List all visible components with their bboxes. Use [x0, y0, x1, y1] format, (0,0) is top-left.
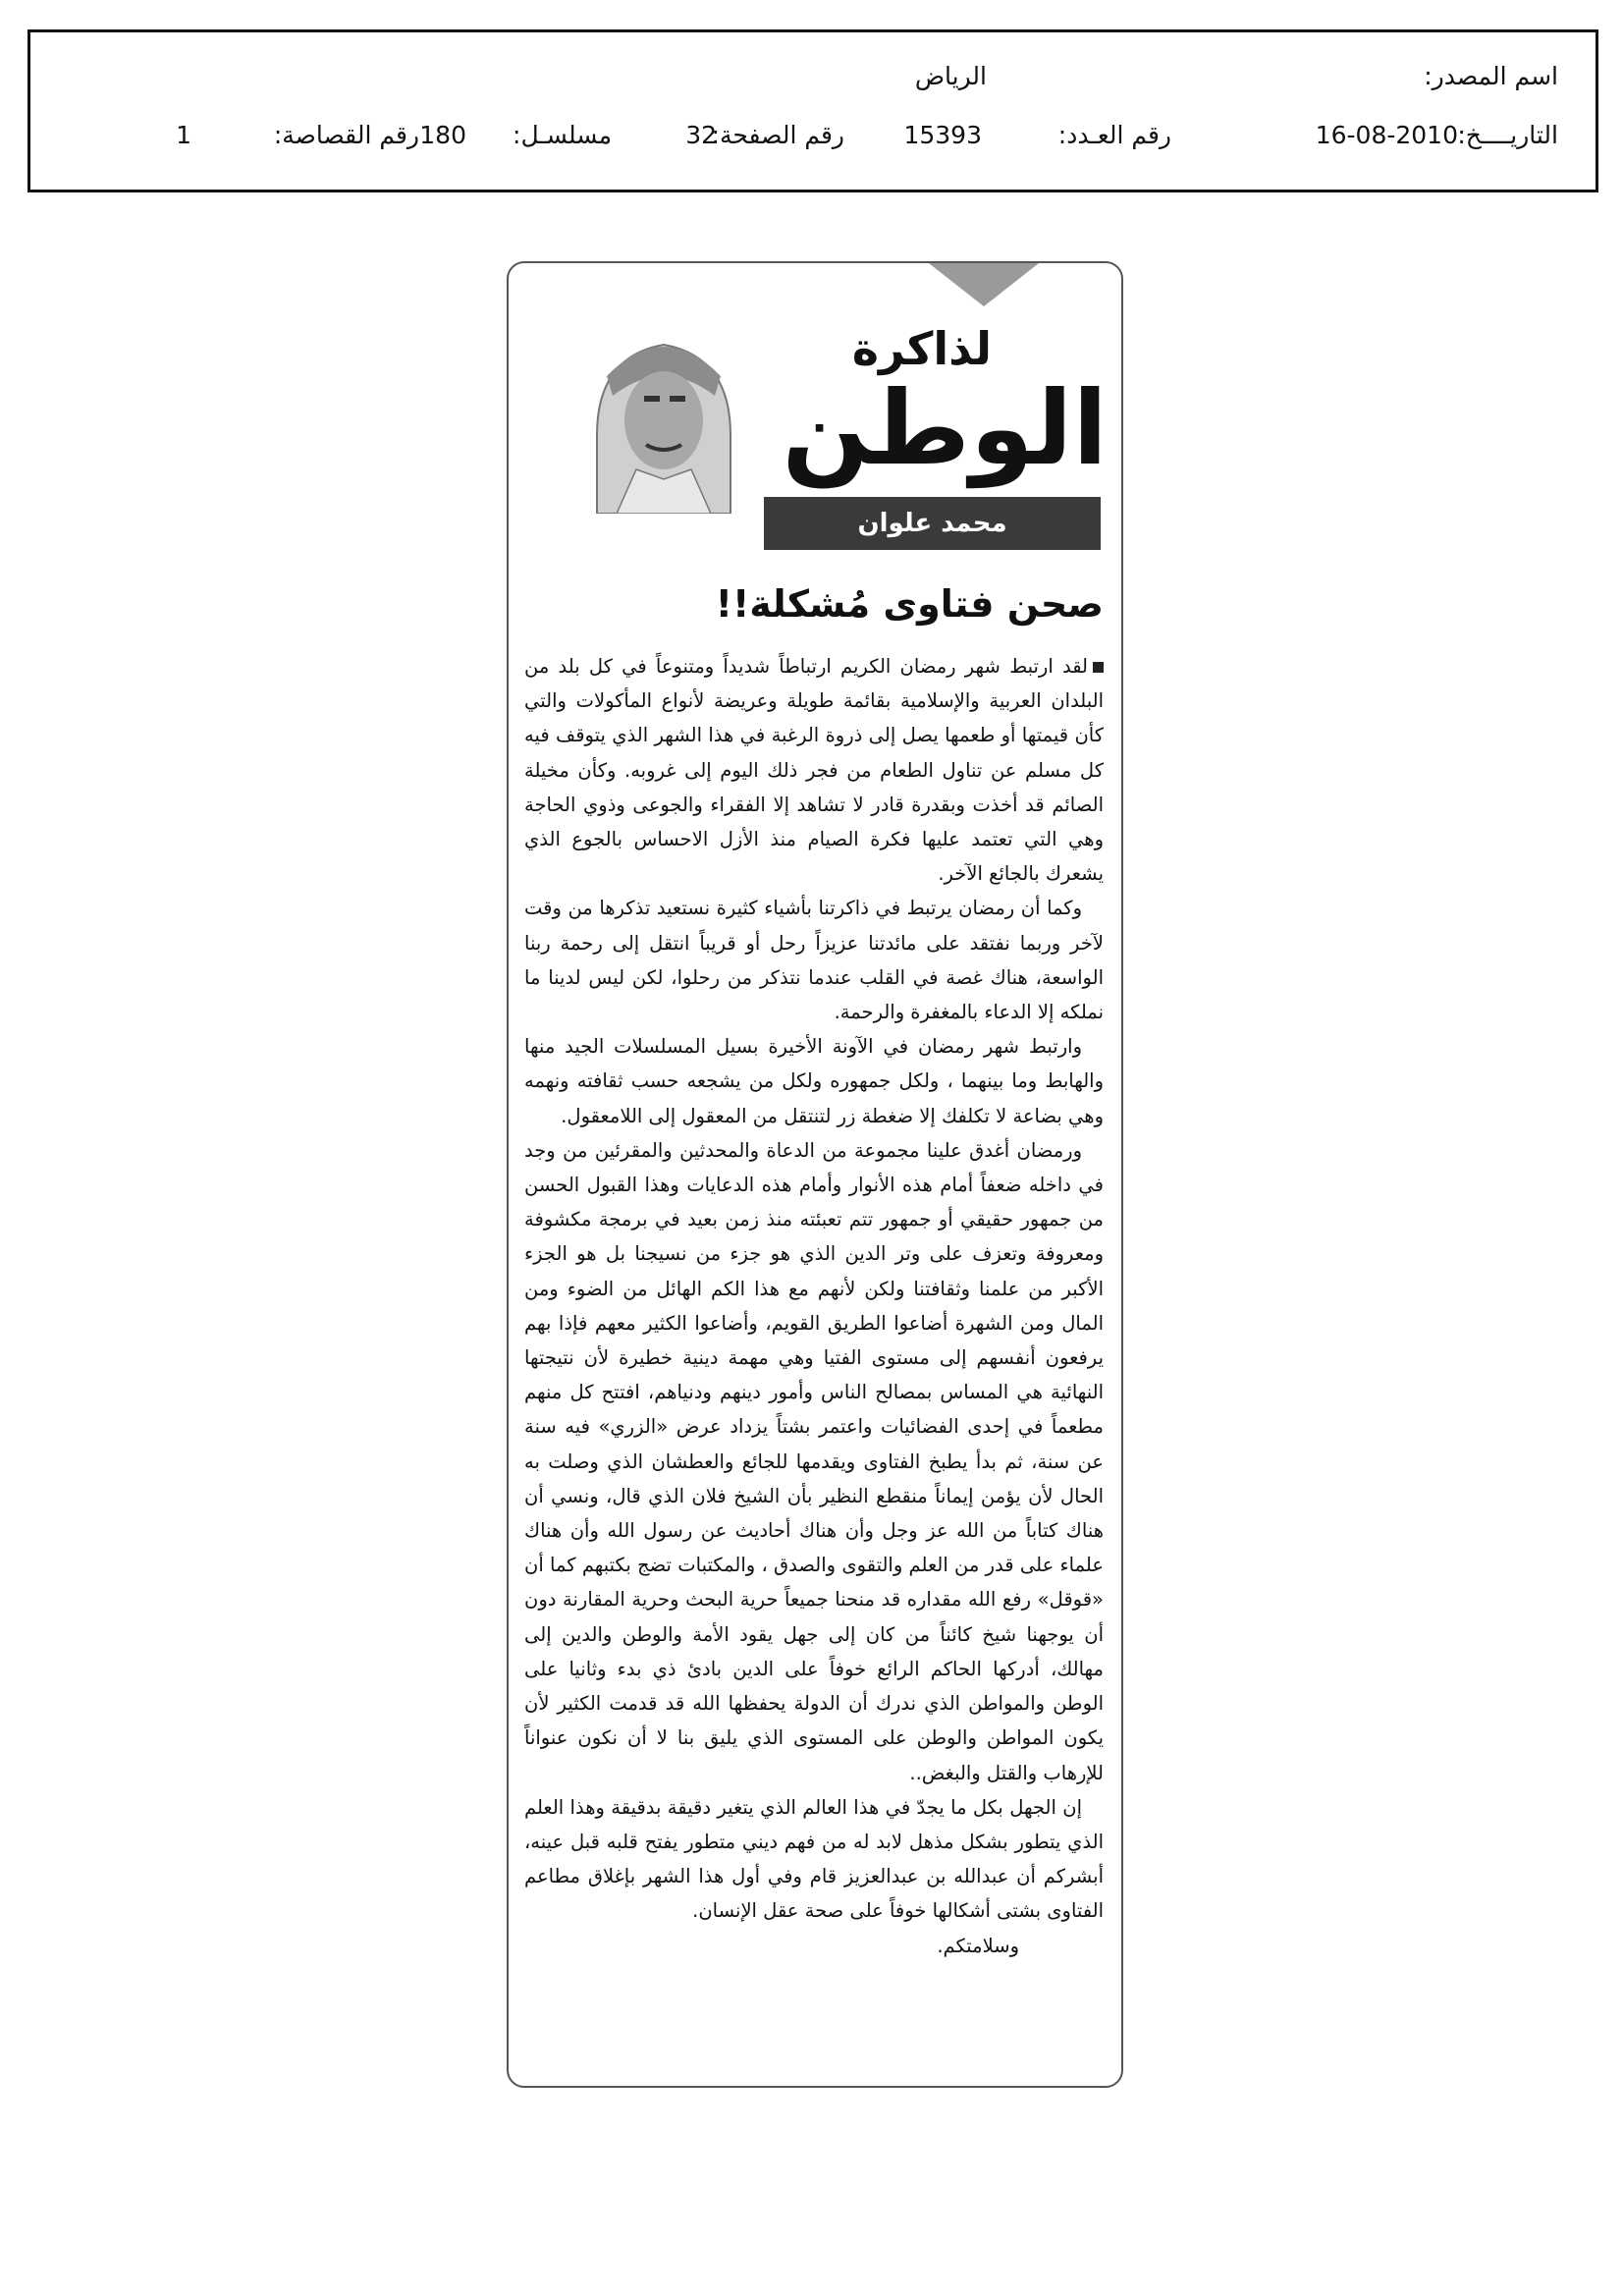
issue-label: رقم العـدد:	[1057, 121, 1171, 149]
date-value: 16-08-2010	[1315, 121, 1458, 149]
date-label: التاريــــخ:	[1457, 121, 1558, 149]
page-label: رقم الصفحة:	[711, 121, 844, 149]
source-label: اسم المصدر:	[1424, 62, 1558, 90]
paragraph: وكما أن رمضان يرتبط في ذاكرتنا بأشياء كثيرة نستعيد تذكرها من وقت لآخر وربما نفتقد على مائدتنا عزيزاً رحل أو قريباً انتقل إلى رحمة ربنا الواسعة، هناك غصة في القلب عندما نتذكر من رحلوا، لكن ليس لدينا ما نملكه إلا الدعاء بالمغفرة والرحمة.	[524, 897, 1104, 1024]
author-byline: محمد علوان	[764, 497, 1101, 550]
article-clipping	[507, 261, 1123, 2088]
page-value: 32	[685, 121, 717, 149]
column-title-main: الوطن	[782, 368, 1108, 488]
clip-number-value: 1	[176, 121, 191, 149]
source-value: الرياض	[914, 62, 987, 90]
issue-value: 15393	[903, 121, 982, 149]
author-photo	[577, 317, 749, 514]
paragraph: لقد ارتبط شهر رمضان الكريم ارتباطاً شديداً ومتنوعاً في كل بلد من البلدان العربية والإسلامية بقائمة طويلة وعريضة لأنواع المأكولات والتي كأن قيمتها أو طعمها يصل إلى ذروة الرغبة في هذا الشهر الذي يتوقف فيه كل مسلم عن تناول الطعام من فجر ذلك اليوم إلى غروبه. وكأن مخيلة الصائم قد أخذت وبقدرة قادر لا تشاهد إلا الفقراء والجوعى وذوي الحاجة وهي التي تعتمد عليها فكرة الصيام منذ الأزل الاحساس بالجوع الذي يشعرك بالجائع الآخر.	[524, 655, 1104, 886]
paragraph: إن الجهل بكل ما يجدّ في هذا العالم الذي يتغير دقيقة بدقيقة وهذا العلم الذي يتطور بشكل مذهل لابد له من فهم ديني متطور يفتح قلبه قبل عينه، أبشركم أن عبدالله بن عبدالعزيز قام وفي أول هذا الشهر بإغلاق مطاعم الفتاوى بشتى أشكالها خوفاً على صحة عقل الإنسان.	[524, 1795, 1104, 1923]
clip-number-label: رقم القصاصة:	[273, 121, 419, 149]
article-body	[524, 649, 1104, 1963]
column-title-top: لذاكرة	[851, 322, 992, 375]
corner-notch	[929, 263, 1039, 306]
bullet-square-icon	[1093, 662, 1104, 673]
article-headline: صحن فتاوى مُشكلة!!	[715, 582, 1104, 626]
paragraph: وارتبط شهر رمضان في الآونة الأخيرة بسيل المسلسلات الجيد منها والهابط وما بينهما ، ولكل جمهوره ولكل من يشجعه حسب ثقافته ونهمه وهي بضاعة لا تكلفك إلا ضغطة زر لتنتقل من المعقول إلى اللامعقول.	[524, 1035, 1104, 1127]
serial-label: مسلسـل:	[513, 121, 612, 149]
signoff: وسلامتكم.	[937, 1934, 1019, 1957]
paragraph: ورمضان أغدق علينا مجموعة من الدعاة والمحدثين والمقرئين من وجد في داخله ضعفاً أمام هذه الأنوار وأمام هذه الدعايات وهذا القبول الحسن من جمهور حقيقي أو جمهور تتم تعبئته منذ زمن بعيد في برمجة مكشوفة ومعروفة وتعزف على وتر الدين الذي هو جزء من نسيجنا بل هو الجزء الأكبر من علمنا وثقافتنا ولكن لأنهم مع هذا الكم الهائل من الضوء ومن المال ومن الشهرة أضاعوا الطريق القويم، وأضاعوا الكثير معهم فإذا بهم يرفعون أنفسهم إلى مستوى الفتيا وهي مهمة دينية خطيرة لأن نتيجتها النهائية هي المساس بمصالح الناس وأمور دينهم ودنياهم، افتتح كل منهم مطعماً في إحدى الفضائيات واعتمر بشتاً يزداد عرض «الزري» فيه سنة عن سنة، ثم بدأ يطبخ الفتاوى ويقدمها للجائع والعطشان الذي وصلت به الحال لأن يؤمن إيماناً منقطع النظير بأن الشيخ فلان الذي قال، ونسي أن هناك كتاباً من الله عز وجل وأن هناك أحاديث عن رسول الله وأن هناك علماء على قدر من العلم والتقوى والصدق ، والمكتبات تضج بكتبهم كما أن «قوقل» رفع الله مقداره قد منحنا جميعاً حرية البحث وحرية المقارنة دون أن يوجهنا شيخ كائناً من كان إلى جهل يقود الأمة والوطن والدين إلى مهالك، أدركها الحاكم الرائع خوفاً على الدين بادئ ذي بدء وثانيا على الوطن والمواطن الذي ندرك أن الدولة يحفظها الله قد قدمت الكثير لأن يكون المواطن والوطن على المستوى الذي يليق بنا لا أن نكون عنواناً للإرهاب والقتل والبغض..	[524, 1138, 1104, 1784]
clipping-header	[27, 29, 1598, 192]
serial-value: 180	[419, 121, 466, 149]
column-title	[754, 322, 1108, 488]
